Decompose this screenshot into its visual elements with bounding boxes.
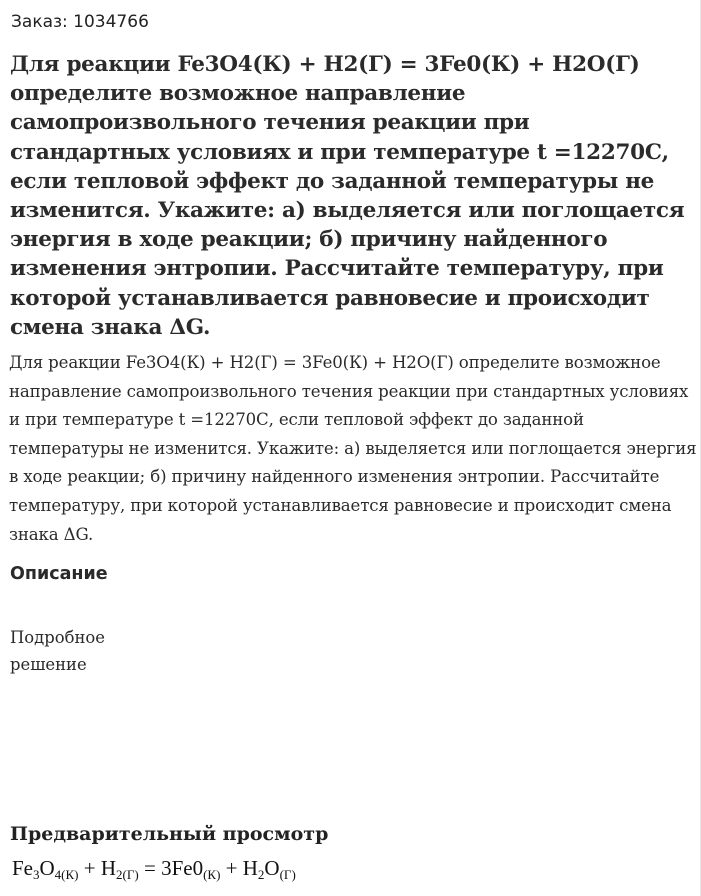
description-heading: Описание <box>10 564 108 584</box>
formula-plus-2: + <box>220 856 243 880</box>
description-text: Подробное решение <box>10 628 105 674</box>
task-title: Для реакции Fe3O4(К) + H2(Г) = 3Fe0(К) + H2O(Г) определите возможное направление самопроизвольного течения реакции при стандартных условиях и при температуре t =12270С, если тепловой эффект до заданной температуры не изменится. Укажите: а) выделяется или поглощается энергия в ходе реакции; б) причину найденного изменения энтропии. Рассчитайте температуру, при которой устанавливается равновесие и происходит смена знака ΔG. <box>10 52 685 340</box>
formula-fe-sub: 3 <box>33 867 40 882</box>
formula-h2o-h: H <box>242 856 258 880</box>
formula-fe0: 3Fe0 <box>161 856 204 880</box>
formula-o: O <box>39 856 55 880</box>
formula-fe: Fe <box>12 856 33 880</box>
task-body: Для реакции Fe3O4(К) + H2(Г) = 3Fe0(К) + H2O(Г) определите возможное направление самопроизвольного течения реакции при стандартных условиях и при температуре t =12270С, если тепловой эффект до заданной температуры не изменится. Укажите: а) выделяется или поглощается энергия в ходе реакции; б) причину найденного изменения энтропии. Рассчитайте температуру, при которой устанавливается равновесие и происходит смена знака ΔG. <box>9 353 697 544</box>
formula-h-sub: 2(Г) <box>116 867 139 882</box>
formula-h2o-o: O <box>264 856 280 880</box>
formula-equals: = <box>138 856 162 880</box>
formula-h2o-o-sub: (Г) <box>279 867 296 882</box>
formula-fe0-sub: (К) <box>203 867 221 882</box>
formula-h: H <box>100 856 117 880</box>
order-number: Заказ: 1034766 <box>11 12 149 32</box>
formula-h2o-h-sub: 2 <box>257 867 265 882</box>
preview-formula <box>12 855 296 881</box>
preview-heading: Предварительный просмотр <box>10 823 329 845</box>
formula-plus-1: + <box>78 856 101 880</box>
formula-o-sub: 4(К) <box>54 867 79 882</box>
